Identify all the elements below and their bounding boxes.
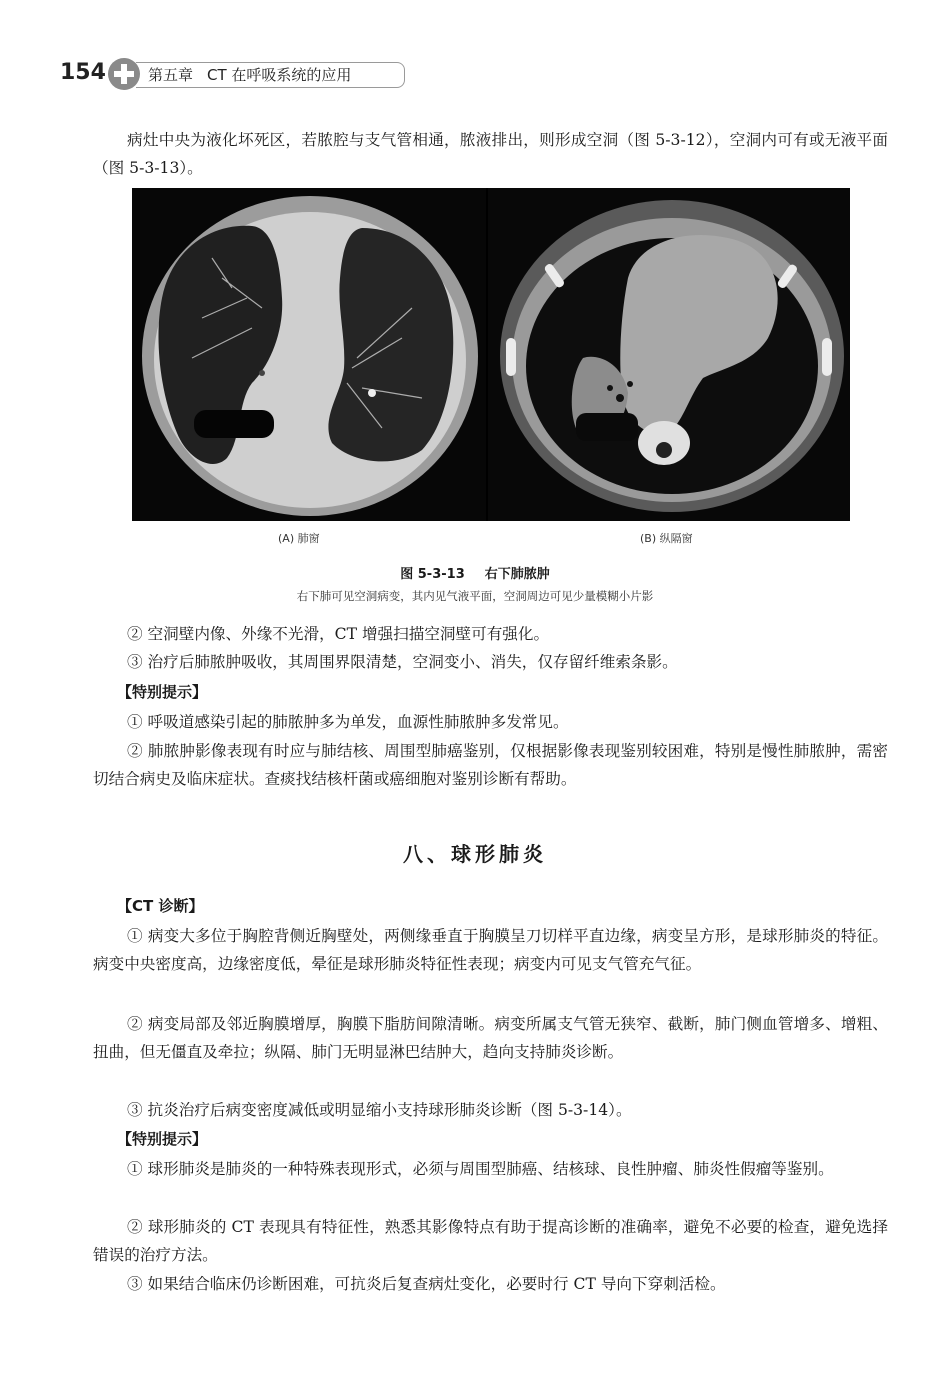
page-header — [58, 56, 398, 94]
paragraph: ① 病变大多位于胸腔背侧近胸壁处，两侧缘垂直于胸膜呈刀切样平直边缘，病变呈方形，是球形肺炎的特征。病变中央密度高，边缘密度低，晕征是球形肺炎特征性表现；病变内可见支气管充气征。 — [93, 927, 888, 973]
paragraph: ② 空洞壁内像、外缘不光滑，CT 增强扫描空洞壁可有强化。 — [127, 625, 550, 643]
chapter-number: 第五章 — [148, 66, 194, 84]
tip-heading: 【特别提示】 — [117, 1130, 208, 1148]
figure-caption-a: (A) 肺窗 — [278, 532, 320, 545]
page-number: 154 — [60, 60, 106, 85]
figure-description: 右下肺可见空洞病变，其内见气液平面，空洞周边可见少量模糊小片影 — [296, 589, 654, 603]
chapter-label — [136, 62, 405, 88]
paragraph: ② 肺脓肿影像表现有时应与肺结核、周围型肺癌鉴别，仅根据影像表现鉴别较困难，特别是慢性肺脓肿，需密切结合病史及临床症状。查痰找结核杆菌或癌细胞对鉴别诊断有帮助。 — [93, 742, 888, 788]
ct-image-mediastinal-window — [488, 188, 850, 521]
paragraph: ③ 如果结合临床仍诊断困难，可抗炎后复查病灶变化，必要时行 CT 导向下穿刺活检。 — [127, 1275, 726, 1293]
figure-caption-b: (B) 纵隔窗 — [640, 532, 693, 545]
ct-figure — [132, 188, 850, 521]
paragraph: ② 球形肺炎的 CT 表现具有特征性，熟悉其影像特点有助于提高诊断的准确率，避免不必要的检查，避免选择错误的治疗方法。 — [93, 1218, 888, 1264]
intro-paragraph: 病灶中央为液化坏死区，若脓腔与支气管相通，脓液排出，则形成空洞（图 5-3-12），空洞内可有或无液平面（图 5-3-13）。 — [93, 131, 888, 177]
ct-diagnosis-heading: 【CT 诊断】 — [117, 897, 204, 915]
paragraph: ③ 抗炎治疗后病变密度减低或明显缩小支持球形肺炎诊断（图 5-3-14）。 — [127, 1101, 632, 1119]
tip-heading: 【特别提示】 — [117, 683, 208, 701]
figure-number: 图 5-3-13 — [400, 567, 465, 582]
paragraph: ① 呼吸道感染引起的肺脓肿多为单发，血源性肺脓肿多发常见。 — [127, 713, 569, 731]
ct-image-lung-window — [132, 188, 486, 521]
paragraph: ③ 治疗后肺脓肿吸收，其周围界限清楚，空洞变小、消失，仅存留纤维索条影。 — [127, 653, 678, 671]
section-title: 八、球形肺炎 — [403, 842, 547, 866]
paragraph: ② 病变局部及邻近胸膜增厚，胸膜下脂肪间隙清晰。病变所属支气管无狭窄、截断，肺门侧血管增多、增粗、扭曲，但无僵直及牵拉；纵隔、肺门无明显淋巴结肿大，趋向支持肺炎诊断。 — [93, 1015, 888, 1061]
chapter-title: CT 在呼吸系统的应用 — [207, 66, 352, 84]
paragraph: ① 球形肺炎是肺炎的一种特殊表现形式，必须与周围型肺癌、结核球、良性肿瘤、肺炎性假瘤等鉴别。 — [127, 1160, 834, 1178]
figure-name: 右下肺脓肿 — [484, 567, 550, 582]
figure-title — [0, 563, 950, 582]
